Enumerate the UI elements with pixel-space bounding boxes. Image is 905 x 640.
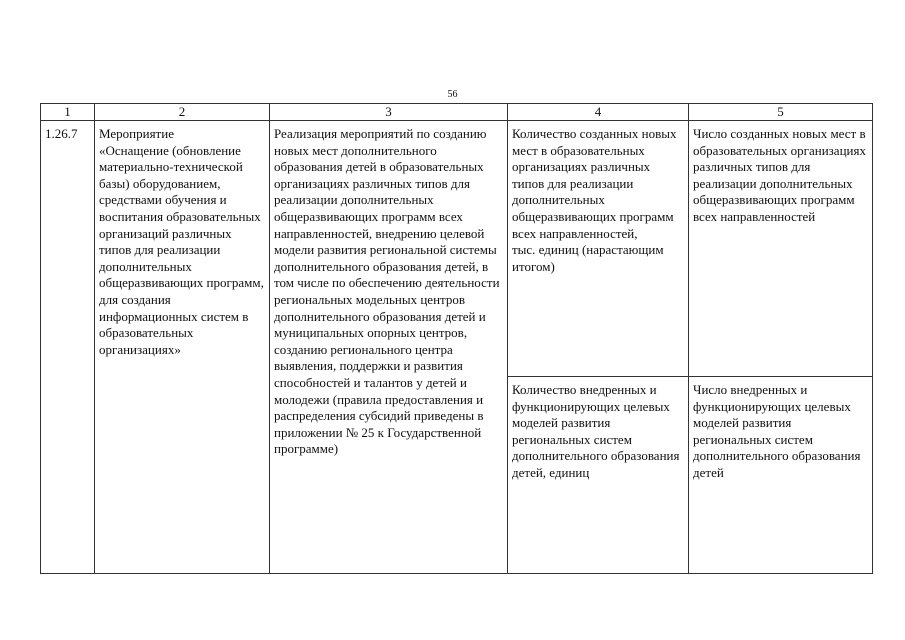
- table-row: [41, 121, 873, 377]
- indicator-name: Количество внедренных и функционирующих целевых моделей развития региональных систем дополнительного образования детей, единиц: [508, 377, 689, 574]
- indicator-definition: Число внедренных и функционирующих целевых моделей развития региональных систем дополнительного образования детей: [689, 377, 873, 574]
- program-table: [40, 103, 873, 574]
- column-header-3: 3: [270, 104, 508, 121]
- event-description: Реализация мероприятий по созданию новых мест дополнительного образования детей в образовательных организациях различных типов для реализации дополнительных общеразвивающих программ всех направленностей, внедрению целевой модели развития региональной системы дополнительного образования детей, в том числе по обеспечению деятельности региональных модельных центров дополнительного образования детей и муниципальных опорных центров, созданию регионального центра выявления, поддержки и развития способностей и талантов у детей и молодежи (правила предоставления и распределения субсидий приведены в приложении № 25 к Государственной программе): [270, 121, 508, 574]
- indicator-definition: Число созданных новых мест в образовательных организациях различных типов для реализации дополнительных общеразвивающих программ всех направленностей: [689, 121, 873, 377]
- table-header-row: [41, 104, 873, 121]
- column-header-2: 2: [95, 104, 270, 121]
- column-header-4: 4: [508, 104, 689, 121]
- column-header-1: 1: [41, 104, 95, 121]
- event-name: Мероприятие «Оснащение (обновление материально-технической базы) оборудованием, средствами обучения и воспитания образовательных организаций различных типов для реализации дополнительных общеразвивающих программ, для создания информационных систем в образовательных организациях»: [95, 121, 270, 574]
- item-number: 1.26.7: [41, 121, 95, 574]
- page-number: 56: [447, 89, 458, 100]
- indicator-name: Количество созданных новых мест в образовательных организациях различных типов для реализации дополнительных общеразвивающих программ всех направленностей, тыс. единиц (нарастающим итогом): [508, 121, 689, 377]
- column-header-5: 5: [689, 104, 873, 121]
